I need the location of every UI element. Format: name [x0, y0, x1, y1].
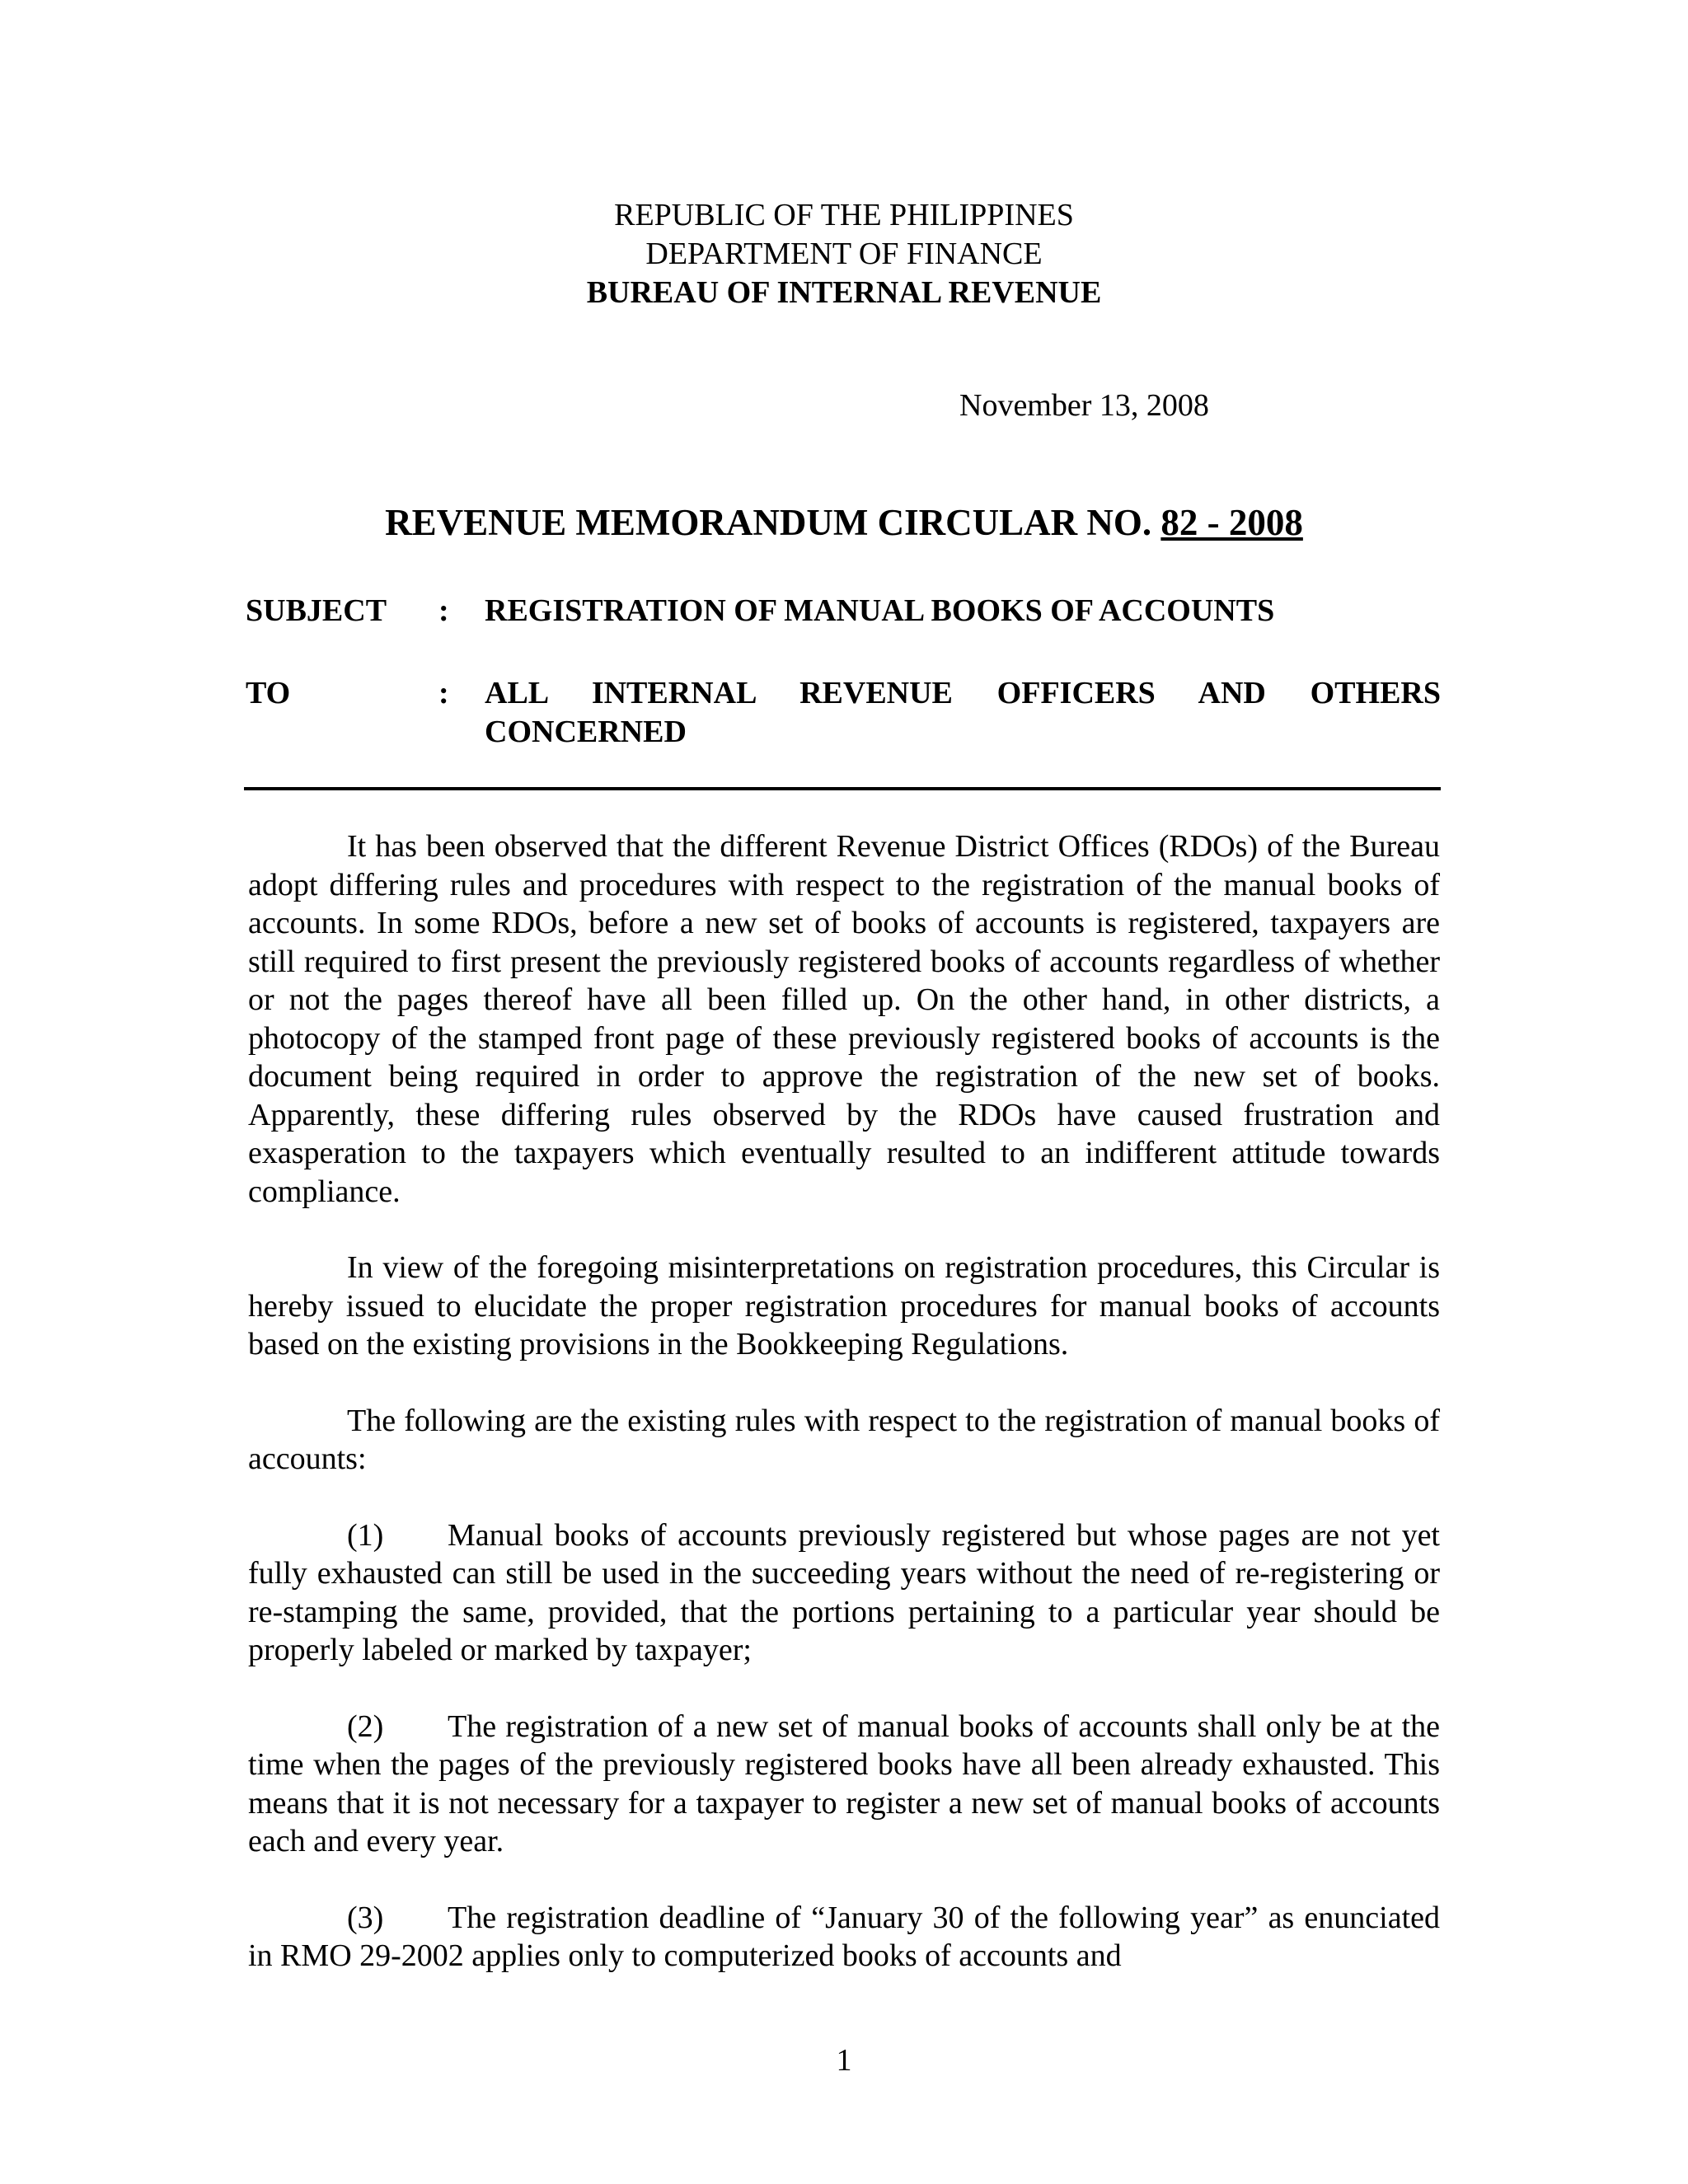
- rule-item-text: The registration of a new set of manual books of accounts shall only be at the time when the pages of the previously registered books have all been already exhausted. This means that it is not necessary for a taxpayer to register a new set of manual books of accounts each and every year.: [248, 1708, 1440, 1858]
- circular-title: [0, 501, 1688, 544]
- subject-label: SUBJECT: [246, 593, 387, 628]
- to-label: TO: [246, 676, 291, 710]
- circular-title-prefix: REVENUE MEMORANDUM CIRCULAR NO.: [385, 502, 1152, 543]
- header-divider: [244, 787, 1441, 790]
- to-colon: :: [438, 676, 449, 710]
- paragraph-purpose: In view of the foregoing misinterpretations on registration procedures, this Circular is hereby issued to elucidate the proper registration procedures for manual books of accounts based on the existing provisions in the Bookkeeping Regulations.: [248, 1250, 1440, 1361]
- subject-value: REGISTRATION OF MANUAL BOOKS OF ACCOUNTS: [485, 593, 1275, 628]
- document-date: November 13, 2008: [959, 388, 1209, 423]
- letterhead-department: DEPARTMENT OF FINANCE: [645, 237, 1043, 271]
- rule-item-text: The registration deadline of “January 30 of the following year” as enunciated in RMO 29-2002 applies only to computerized books of accounts and: [248, 1900, 1440, 1973]
- rule-item: [248, 1708, 1440, 1861]
- circular-number: 82 - 2008: [1160, 502, 1303, 543]
- rule-item: [248, 1899, 1440, 1975]
- to-value: ALL INTERNAL REVENUE OFFICERS AND OTHERS CONCERNED: [485, 676, 1441, 749]
- paragraph-observation: It has been observed that the different Revenue District Offices (RDOs) of the Bureau adopt differing rules and procedures with respect to the registration of the manual books of accounts. In some RDOs, before a new set of books of accounts is registered, taxpayers are still required to first present the previously registered books of accounts regardless of whether or not the pages thereof have all been filled up. On the other hand, in other districts, a photocopy of the stamped front page of these previously registered books of accounts is the document being required in order to approve the registration of the new set of books. Apparently, these differing rules observed by the RDOs have caused frustration and exasperation to the taxpayers which eventually resulted to an indifferent attitude towards compliance.: [248, 829, 1440, 1209]
- letterhead-bureau: BUREAU OF INTERNAL REVENUE: [586, 275, 1102, 310]
- rule-item-marker: (3): [347, 1900, 384, 1935]
- rule-item-text: Manual books of accounts previously registered but whose pages are not yet fully exhausted can still be used in the succeeding years without the need of re-registering or re-stamping the same, provided, that the portions pertaining to a particular year should be properly labeled or marked by taxpayer;: [248, 1517, 1440, 1667]
- rule-item-marker: (2): [347, 1708, 384, 1744]
- letterhead: [0, 196, 1688, 312]
- document-body: [248, 827, 1440, 2013]
- subject-colon: :: [438, 593, 449, 628]
- rule-item: [248, 1516, 1440, 1670]
- rule-item-marker: (1): [347, 1517, 384, 1553]
- page-number: 1: [836, 2043, 852, 2078]
- paragraph-rules-intro: The following are the existing rules with respect to the registration of manual books of accounts:: [248, 1403, 1440, 1476]
- letterhead-republic: REPUBLIC OF THE PHILIPPINES: [614, 198, 1074, 232]
